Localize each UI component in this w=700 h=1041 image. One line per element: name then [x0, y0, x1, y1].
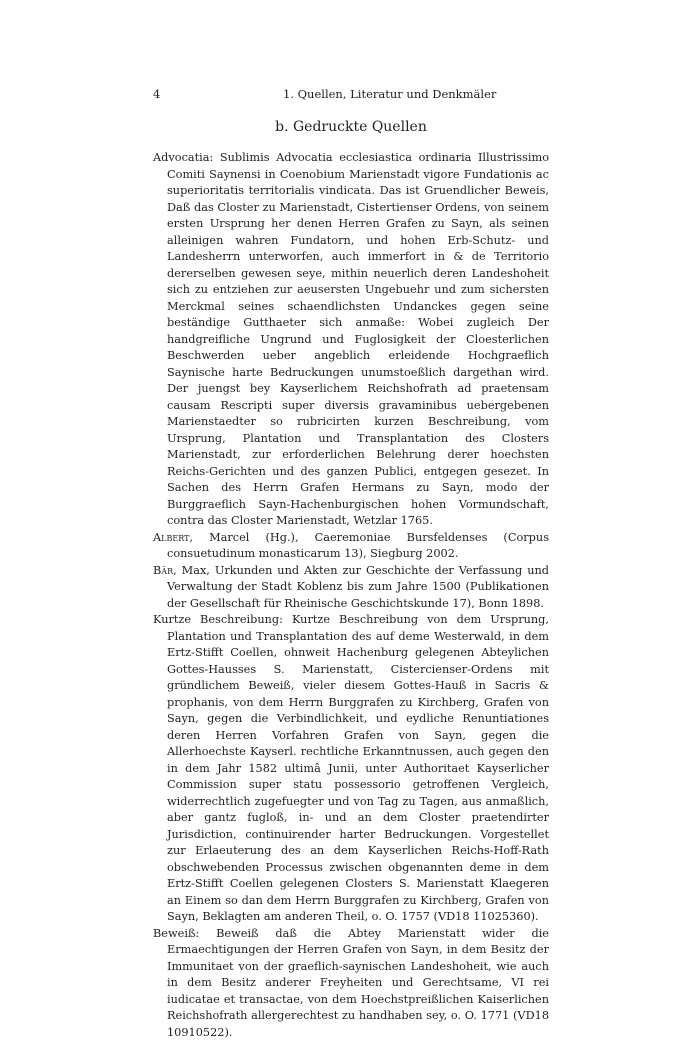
- entry-text: , Marcel (Hg.), Caeremoniae Bursfeldenses (Corpus consuetudinum monasticarum 13), Siegburg 2002.: [167, 531, 549, 561]
- section-heading: b. Gedruckte Quellen: [153, 117, 549, 137]
- entry-text: Beweiß: Beweiß daß die Abtey Marienstatt wider die Ermaechtigungen der Herren Grafen von Sayn, in dem Besitz der Immunitaet von der graeflich-saynischen Landeshoheit, wie auch in dem Besitz anderer Freyheiten und Gerechtsame, VI rei iudicatae et transactae, von dem Hoechstpreißlichen Kaiserlichen Reichshofrath allergerechtest zu handhaben sey, o. O. 1771 (VD18 10910522).: [153, 927, 549, 1039]
- bibliography-entry: [153, 926, 549, 1041]
- chapter-title: 1. Quellen, Literatur und Denkmäler: [283, 86, 496, 102]
- entry-author: Albert: [153, 531, 189, 544]
- entry-text: Advocatia: Sublimis Advocatia ecclesiastica ordinaria Illustrissimo Comiti Saynensi in Coenobium Marienstadt vigore Fundationis ac superioritatis territorialis vindicata. Das ist Gruendlicher Beweis, Daß das Closter zu Marienstadt, Cistertienser Ordens, von seinem ersten Ursprung her denen Herren Grafen zu Sayn, als seinen alleinigen wahren Fundatorn, und hohen Erb-Schutz- und Landesherrn unterworfen, auch immerfort in & de Territorio dererselben gewesen seye, mithin neuerlich deren Landeshoheit sich zu entziehen zur aeusersten Ungebuehr und zum sichersten Merckmal seines schaendlichsten Undanckes gegen seine beständige Gutthaeter sich anmaße: Wobei zugleich Der handgreifliche Ungrund und Fuglosigkeit der Cloesterlichen Beschwerden ueber angeblich erleidende Hochgraeflich Saynische harte Bedruckungen unumstoeßlich dargethan wird. Der juengst bey Kayserlichem Reichshofrath ad praetensam causam Rescripti super diversis gravaminibus uebergebenen Marienstaedter so rubricirten kurzen Beschreibung, vom Ursprung, Plantation und Transplantation des Closters Marienstadt, zur erforderlichen Belehrung derer hoechsten Reichs-Gerichten und des ganzen Publici, entgegen gesezet. In Sachen des Herrn Grafen Hermans zu Sayn, modo der Burggraeflich Sayn-Hachenburgischen hohen Vormundschaft, contra das Closter Marienstadt, Wetzlar 1765.: [153, 151, 549, 527]
- bibliography-entry: [153, 612, 549, 926]
- entry-text: Kurtze Beschreibung: Kurtze Beschreibung von dem Ursprung, Plantation und Transplantation des auf deme Westerwald, in dem Ertz-Stifft Coellen, ohnweit Hachenburg gelegenen Abteylichen Gottes-Hausses S. Marienstatt, Cistercienser-Ordens mit gründlichem Beweiß, vieler diesem Gottes-Hauß in Sacris & prophanis, von dem Herrn Burggrafen zu Kirchberg, Grafen von Sayn, gegen die Verbindlichkeit, und eydliche Renuntiationes deren Herren Vorfahren Grafen von Sayn, gegen die Allerhoechste Kayserl. rechtliche Erkanntnussen, auch gegen den in dem Jahr 1582 ultimâ Junii, unter Authoritaet Kayserlicher Commission super statu possessorio getroffenen Vergleich, widerrechtlich zugefuegter und von Tag zu Tagen, aus anmaßlich, aber gantz fugloß, in- und an dem Closter praetendirter Jurisdiction, continuirender harter Bedruckungen. Vorgestellet zur Erlaeuterung des an dem Kayserlichen Reichs-Hoff-Rath obschwebenden Processus zwischen obgenannten deme in dem Ertz-Stifft Coellen gelegenen Closters S. Marienstatt Klaegeren an Einem so dan dem Herrn Burggrafen zu Kirchberg, Grafen von Sayn, Beklagten am anderen Theil, o. O. 1757 (VD18 11025360).: [153, 613, 549, 923]
- entry-text: , Max, Urkunden und Akten zur Geschichte der Verfassung und Verwaltung der Stadt Koblenz bis zum Jahre 1500 (Publikationen der Gesellschaft für Rheinische Geschichtskunde 17), Bonn 1898.: [167, 564, 549, 610]
- entry-author: Bär: [153, 564, 173, 577]
- bibliography-entry: [153, 530, 549, 563]
- page-number: 4: [153, 86, 160, 102]
- bibliography-entry: [153, 150, 549, 530]
- bibliography-list: [153, 150, 549, 1041]
- bibliography-entry: [153, 563, 549, 613]
- running-head: [153, 86, 549, 102]
